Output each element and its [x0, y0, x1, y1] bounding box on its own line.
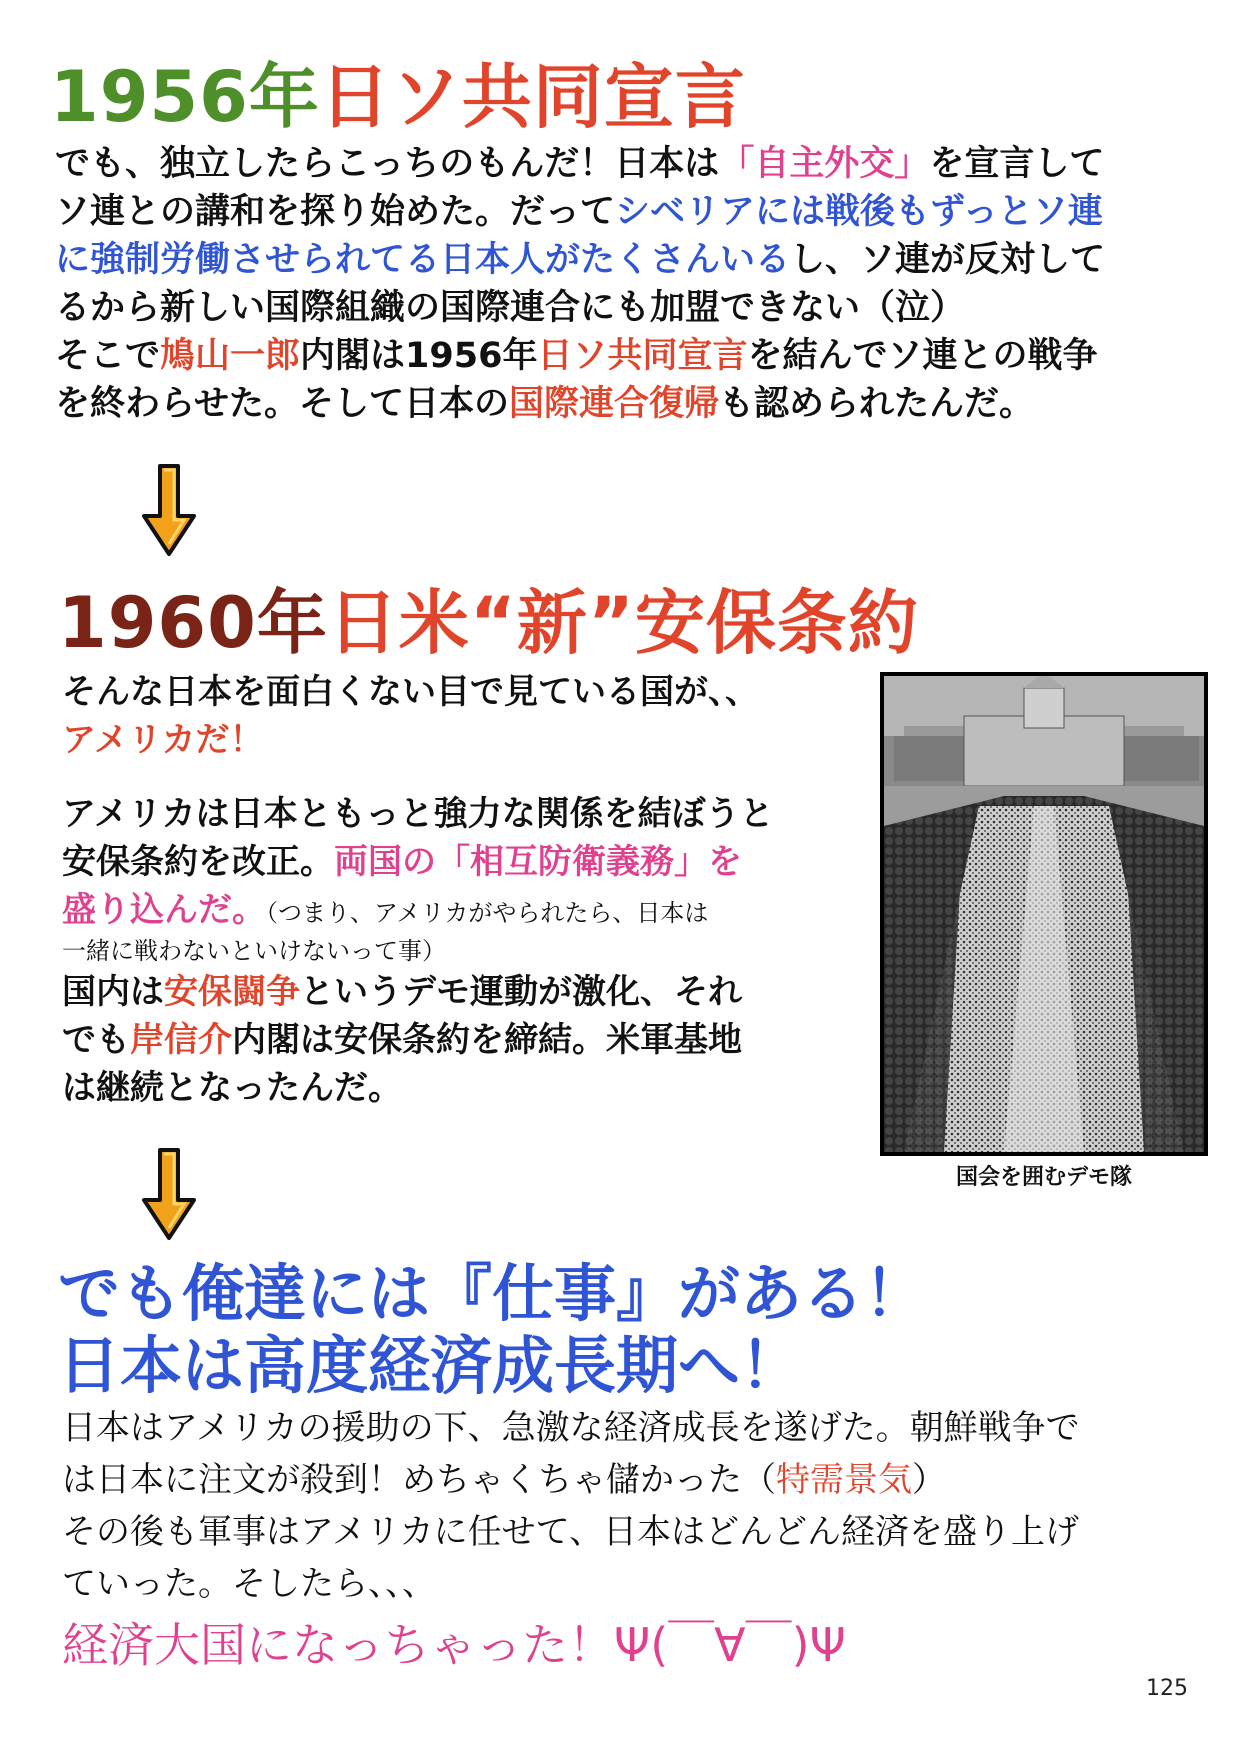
section2-line2	[62, 838, 862, 886]
section3-headline-line2: 日本は高度経済成長期へ！	[58, 1329, 803, 1402]
section1-text: を終わらせた。そして日本の	[55, 384, 509, 424]
section1-text: を宣言して	[929, 144, 1105, 184]
section3-body	[62, 1402, 1202, 1610]
section1-text: 日ソ共同宣言	[537, 336, 748, 376]
down-arrow-icon	[138, 462, 200, 558]
section3-line	[62, 1558, 1202, 1610]
section3-text: その後も軍事はアメリカに任せて、日本はどんどん経済を盛り上げ	[62, 1512, 1079, 1552]
section2-line6a: でも	[62, 1020, 130, 1060]
section2-year: 1960年	[58, 582, 328, 664]
section1-text: ソ連との講和を探り始めた。だって	[55, 192, 616, 232]
section2-title	[58, 578, 919, 668]
section1-heading: 日ソ共同宣言	[319, 56, 746, 138]
section2-line5	[62, 968, 862, 1016]
section2-line3a: 盛り込んだ。	[62, 890, 266, 930]
section3-text: ていった。そしたら、、、	[62, 1564, 436, 1604]
section1-text: るから新しい国際組織の国際連合にも加盟できない（泣）	[55, 288, 966, 328]
section1-year: 1956年	[50, 56, 320, 138]
section1-line	[55, 284, 1185, 332]
section2-line5b: 安保闘争	[164, 972, 300, 1012]
section2-exclaim: アメリカだ！	[62, 720, 264, 760]
section1-text: に強制労働させられてる日本人がたくさんいる	[55, 240, 791, 280]
section3-line	[62, 1454, 1202, 1506]
section1-line	[55, 140, 1185, 188]
demonstration-photo	[880, 672, 1208, 1156]
section1-text: も認められたんだ。	[718, 384, 1034, 424]
section1-line	[55, 380, 1185, 428]
section2-intro: そんな日本を面白くない目で見ている国が、、	[62, 672, 759, 712]
section2-line2b: 両国の「相互防衛義務」を	[334, 842, 742, 882]
section3-text: ）	[912, 1460, 946, 1500]
section2-line6	[62, 1016, 862, 1064]
section3-line	[62, 1402, 1202, 1454]
section3-text: は日本に注文が殺到！めちゃくちゃ儲かった（	[62, 1460, 776, 1500]
section2-line1: アメリカは日本ともっと強力な関係を結ぼうと	[62, 794, 774, 834]
section3-headline	[58, 1258, 1208, 1402]
section2-line3	[62, 886, 862, 934]
section2-line4: 一緒に戦わないといけないって事）	[62, 937, 446, 965]
page-number: 125	[1146, 1676, 1188, 1701]
section1-text: を結んでソ連との戦争	[747, 336, 1098, 376]
section2-line7: は継続となったんだ。	[62, 1068, 402, 1108]
section1-line	[55, 188, 1185, 236]
section2-body	[62, 668, 862, 1112]
section2-line6c: 内閣は安保条約を締結。米軍基地	[232, 1020, 742, 1060]
section2-line3b: （つまり、アメリカがやられたら、日本は	[266, 899, 709, 927]
section3-text: 特需景気	[776, 1460, 912, 1500]
section1-text: 鳩山一郎	[160, 336, 301, 376]
section2-line2a: 安保条約を改正。	[62, 842, 334, 882]
photo-caption: 国会を囲むデモ隊	[955, 1165, 1132, 1190]
section2-line5c: というデモ運動が激化、それ	[300, 972, 742, 1012]
section3-closing: 経済大国になっちゃった！Ψ(￣∀￣)Ψ	[62, 1618, 846, 1672]
section2-heading: 日米“新”安保条約	[327, 582, 919, 664]
section1-text: 国際連合復帰	[508, 384, 719, 424]
section1-body	[55, 140, 1185, 428]
section1-text: でも、独立したらこっちのもんだ！日本は	[55, 144, 720, 184]
section3-headline-line1: でも俺達には『仕事』がある！	[58, 1257, 927, 1330]
section2-line6b: 岸信介	[130, 1020, 232, 1060]
section1-title	[50, 52, 746, 142]
section1-text: シベリアには戦後もずっとソ連	[615, 192, 1103, 232]
section1-text: 「自主外交」	[719, 144, 930, 184]
section2-line5a: 国内は	[62, 972, 164, 1012]
section1-text: し、ソ連が反対して	[790, 240, 1106, 280]
section3-line	[62, 1506, 1202, 1558]
section1-text: そこで	[55, 336, 161, 376]
section3-text: 日本はアメリカの援助の下、急激な経済成長を遂げた。朝鮮戦争で	[62, 1408, 1080, 1448]
section1-line	[55, 236, 1185, 284]
section1-line	[55, 332, 1185, 380]
diet-building-crowd-image	[884, 676, 1204, 1152]
section1-text: 内閣は1956年	[300, 336, 538, 376]
down-arrow-icon	[138, 1146, 200, 1242]
